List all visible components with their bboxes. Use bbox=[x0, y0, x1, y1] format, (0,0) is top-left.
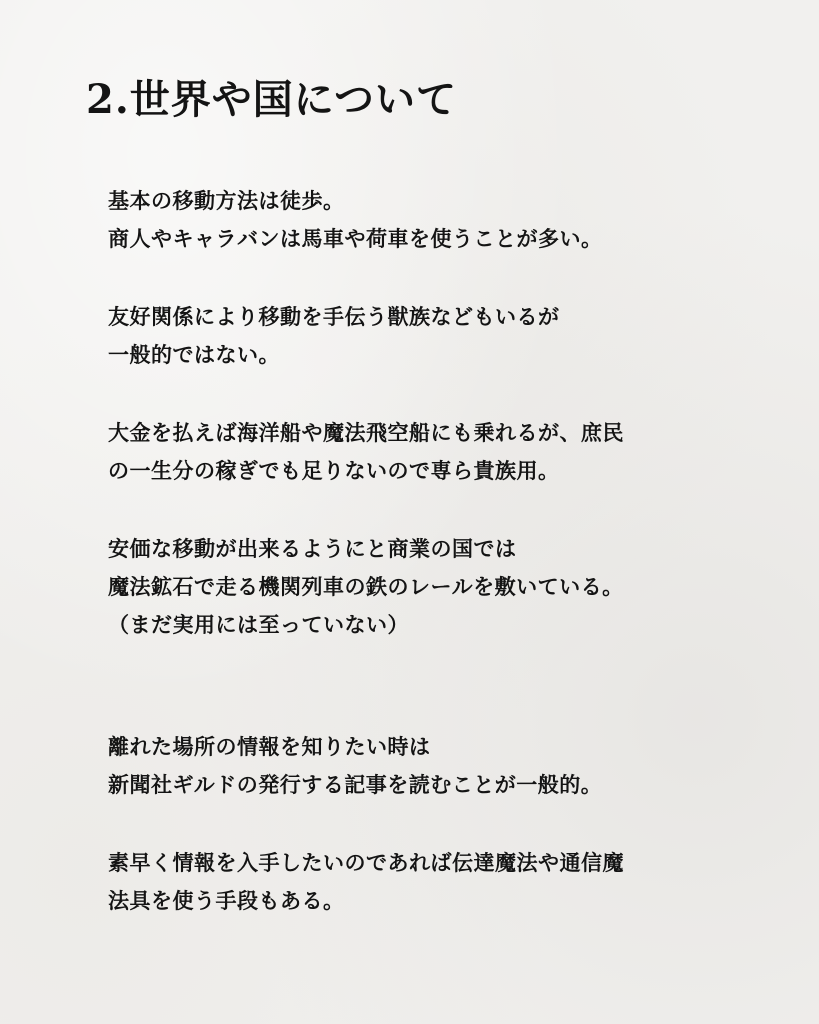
text-line: 魔法鉱石で走る機関列車の鉄のレールを敷いている。 bbox=[108, 574, 624, 599]
text-line: 商人やキャラバンは馬車や荷車を使うことが多い。 bbox=[108, 226, 603, 251]
text-line: 新聞社ギルドの発行する記事を読むことが一般的。 bbox=[108, 772, 603, 797]
text-line: 大金を払えば海洋船や魔法飛空船にも乗れるが、庶民 bbox=[108, 420, 624, 445]
paragraph-beast-folk bbox=[108, 298, 560, 374]
text-line: 素早く情報を入手したいのであれば伝達魔法や通信魔 bbox=[108, 850, 624, 875]
text-line: 安価な移動が出来るようにと商業の国では bbox=[108, 536, 517, 561]
text-line: 離れた場所の情報を知りたい時は bbox=[108, 734, 431, 759]
paragraph-travel-basics bbox=[108, 182, 603, 258]
paragraph-newspaper bbox=[108, 728, 602, 804]
paragraph-communication-magic bbox=[108, 844, 624, 920]
text-line: 友好関係により移動を手伝う獣族などもいるが bbox=[108, 304, 560, 329]
text-line: 一般的ではない。 bbox=[108, 342, 280, 367]
page-title: 2.世界や国について bbox=[86, 76, 457, 123]
paragraph-ships bbox=[108, 414, 624, 490]
paragraph-railway bbox=[108, 530, 624, 644]
text-line: の一生分の稼ぎでも足りないので専ら貴族用。 bbox=[108, 458, 560, 483]
text-line: （まだ実用には至っていない） bbox=[108, 612, 409, 637]
text-line: 法具を使う手段もある。 bbox=[108, 888, 345, 913]
text-line: 基本の移動方法は徒歩。 bbox=[108, 188, 345, 213]
